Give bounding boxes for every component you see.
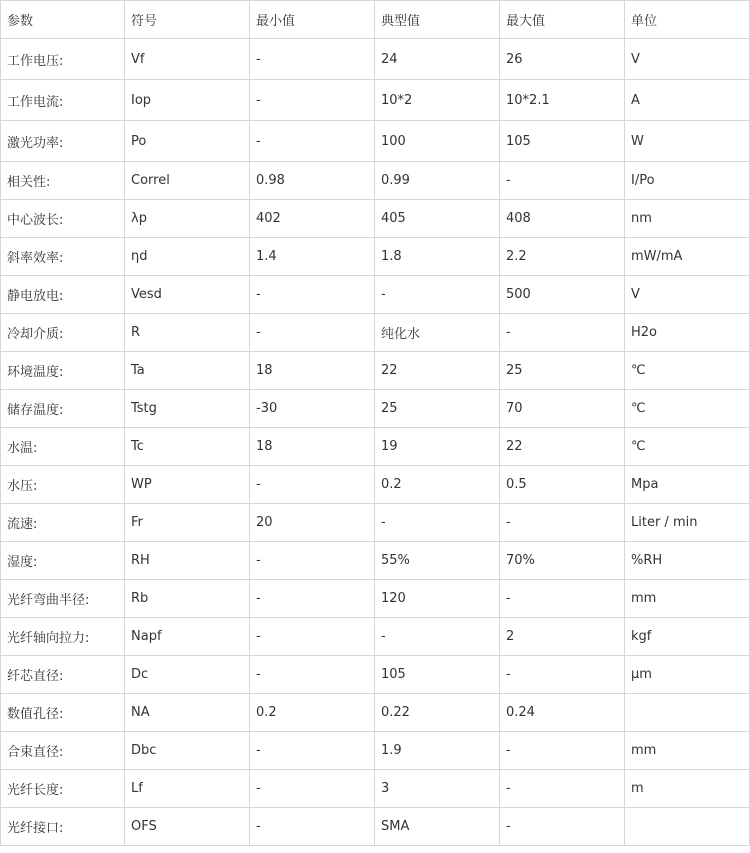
table-row bbox=[1, 200, 750, 238]
cell-min: 1.4 bbox=[250, 238, 375, 276]
table-row bbox=[1, 580, 750, 618]
table-row bbox=[1, 352, 750, 390]
cell-max: 70 bbox=[500, 390, 625, 428]
table-row bbox=[1, 656, 750, 694]
cell-symbol: NA bbox=[125, 694, 250, 732]
cell-symbol: Rb bbox=[125, 580, 250, 618]
cell-param: 湿度: bbox=[1, 542, 125, 580]
cell-max: 2.2 bbox=[500, 238, 625, 276]
cell-symbol: Lf bbox=[125, 770, 250, 808]
header-min: 最小值 bbox=[250, 1, 375, 39]
cell-param: 储存温度: bbox=[1, 390, 125, 428]
cell-typ: 55% bbox=[375, 542, 500, 580]
cell-param: 纤芯直径: bbox=[1, 656, 125, 694]
cell-symbol: Correl bbox=[125, 162, 250, 200]
cell-typ: 405 bbox=[375, 200, 500, 238]
cell-symbol: Iop bbox=[125, 80, 250, 121]
cell-symbol: Dbc bbox=[125, 732, 250, 770]
cell-symbol: Ta bbox=[125, 352, 250, 390]
cell-param: 工作电流: bbox=[1, 80, 125, 121]
cell-typ: 0.22 bbox=[375, 694, 500, 732]
cell-max: - bbox=[500, 580, 625, 618]
table-row bbox=[1, 314, 750, 352]
table-row bbox=[1, 694, 750, 732]
cell-unit: mW/mA bbox=[625, 238, 750, 276]
table-row bbox=[1, 39, 750, 80]
cell-unit: V bbox=[625, 276, 750, 314]
table-row bbox=[1, 121, 750, 162]
cell-min: - bbox=[250, 80, 375, 121]
cell-typ: 25 bbox=[375, 390, 500, 428]
header-symbol: 符号 bbox=[125, 1, 250, 39]
cell-param: 中心波长: bbox=[1, 200, 125, 238]
cell-unit: %RH bbox=[625, 542, 750, 580]
cell-unit: ℃ bbox=[625, 428, 750, 466]
cell-symbol: R bbox=[125, 314, 250, 352]
cell-typ: 1.9 bbox=[375, 732, 500, 770]
cell-min: - bbox=[250, 466, 375, 504]
cell-max: 408 bbox=[500, 200, 625, 238]
cell-param: 静电放电: bbox=[1, 276, 125, 314]
cell-typ: 1.8 bbox=[375, 238, 500, 276]
cell-typ: 22 bbox=[375, 352, 500, 390]
cell-typ: SMA bbox=[375, 808, 500, 846]
cell-min: 20 bbox=[250, 504, 375, 542]
cell-param: 光纤长度: bbox=[1, 770, 125, 808]
cell-typ: 24 bbox=[375, 39, 500, 80]
cell-param: 光纤接口: bbox=[1, 808, 125, 846]
cell-symbol: ηd bbox=[125, 238, 250, 276]
table-row bbox=[1, 732, 750, 770]
cell-max: 22 bbox=[500, 428, 625, 466]
cell-max: 105 bbox=[500, 121, 625, 162]
cell-typ: 3 bbox=[375, 770, 500, 808]
cell-typ: 10*2 bbox=[375, 80, 500, 121]
header-unit: 单位 bbox=[625, 1, 750, 39]
cell-symbol: WP bbox=[125, 466, 250, 504]
table-row bbox=[1, 542, 750, 580]
cell-min: - bbox=[250, 121, 375, 162]
cell-min: - bbox=[250, 39, 375, 80]
cell-unit: kgf bbox=[625, 618, 750, 656]
table-row bbox=[1, 162, 750, 200]
table-row bbox=[1, 770, 750, 808]
table-row bbox=[1, 466, 750, 504]
cell-max: 2 bbox=[500, 618, 625, 656]
cell-min: - bbox=[250, 580, 375, 618]
cell-max: - bbox=[500, 504, 625, 542]
cell-typ: 19 bbox=[375, 428, 500, 466]
cell-param: 环境温度: bbox=[1, 352, 125, 390]
cell-typ: 纯化水 bbox=[375, 314, 500, 352]
cell-param: 水压: bbox=[1, 466, 125, 504]
cell-min: - bbox=[250, 314, 375, 352]
cell-typ: - bbox=[375, 618, 500, 656]
cell-max: 25 bbox=[500, 352, 625, 390]
cell-max: - bbox=[500, 770, 625, 808]
table-row bbox=[1, 428, 750, 466]
cell-max: - bbox=[500, 656, 625, 694]
table-row bbox=[1, 808, 750, 846]
cell-typ: - bbox=[375, 504, 500, 542]
cell-unit: Liter / min bbox=[625, 504, 750, 542]
cell-typ: - bbox=[375, 276, 500, 314]
cell-symbol: RH bbox=[125, 542, 250, 580]
cell-max: 70% bbox=[500, 542, 625, 580]
cell-max: - bbox=[500, 162, 625, 200]
cell-min: 402 bbox=[250, 200, 375, 238]
cell-unit: V bbox=[625, 39, 750, 80]
spec-table-body bbox=[1, 1, 750, 846]
cell-unit: Mpa bbox=[625, 466, 750, 504]
cell-unit: ℃ bbox=[625, 390, 750, 428]
cell-typ: 100 bbox=[375, 121, 500, 162]
table-row bbox=[1, 80, 750, 121]
cell-typ: 120 bbox=[375, 580, 500, 618]
cell-typ: 0.99 bbox=[375, 162, 500, 200]
cell-unit: mm bbox=[625, 580, 750, 618]
cell-unit: A bbox=[625, 80, 750, 121]
cell-unit: W bbox=[625, 121, 750, 162]
cell-symbol: Fr bbox=[125, 504, 250, 542]
header-typ: 典型值 bbox=[375, 1, 500, 39]
cell-param: 水温: bbox=[1, 428, 125, 466]
cell-unit: m bbox=[625, 770, 750, 808]
cell-min: - bbox=[250, 732, 375, 770]
cell-param: 斜率效率: bbox=[1, 238, 125, 276]
table-row bbox=[1, 618, 750, 656]
cell-symbol: Po bbox=[125, 121, 250, 162]
cell-unit: H2o bbox=[625, 314, 750, 352]
cell-symbol: Vf bbox=[125, 39, 250, 80]
cell-max: 10*2.1 bbox=[500, 80, 625, 121]
cell-symbol: OFS bbox=[125, 808, 250, 846]
cell-unit: μm bbox=[625, 656, 750, 694]
cell-min: - bbox=[250, 808, 375, 846]
table-row bbox=[1, 390, 750, 428]
cell-typ: 0.2 bbox=[375, 466, 500, 504]
cell-min: - bbox=[250, 618, 375, 656]
cell-symbol: Vesd bbox=[125, 276, 250, 314]
cell-min: 18 bbox=[250, 428, 375, 466]
cell-max: - bbox=[500, 732, 625, 770]
cell-min: -30 bbox=[250, 390, 375, 428]
cell-param: 冷却介质: bbox=[1, 314, 125, 352]
cell-typ: 105 bbox=[375, 656, 500, 694]
header-max: 最大值 bbox=[500, 1, 625, 39]
table-row bbox=[1, 238, 750, 276]
cell-min: 0.2 bbox=[250, 694, 375, 732]
cell-min: 18 bbox=[250, 352, 375, 390]
cell-param: 激光功率: bbox=[1, 121, 125, 162]
cell-symbol: Napf bbox=[125, 618, 250, 656]
header-row bbox=[1, 1, 750, 39]
cell-unit: I/Po bbox=[625, 162, 750, 200]
header-param: 参数 bbox=[1, 1, 125, 39]
cell-unit bbox=[625, 694, 750, 732]
cell-min: - bbox=[250, 276, 375, 314]
cell-unit: ℃ bbox=[625, 352, 750, 390]
cell-symbol: Dc bbox=[125, 656, 250, 694]
cell-min: 0.98 bbox=[250, 162, 375, 200]
cell-max: 0.5 bbox=[500, 466, 625, 504]
cell-max: - bbox=[500, 808, 625, 846]
cell-symbol: Tstg bbox=[125, 390, 250, 428]
cell-unit: mm bbox=[625, 732, 750, 770]
cell-min: - bbox=[250, 770, 375, 808]
cell-param: 相关性: bbox=[1, 162, 125, 200]
table-row bbox=[1, 504, 750, 542]
table-row bbox=[1, 276, 750, 314]
cell-max: - bbox=[500, 314, 625, 352]
cell-param: 流速: bbox=[1, 504, 125, 542]
cell-max: 500 bbox=[500, 276, 625, 314]
cell-min: - bbox=[250, 542, 375, 580]
cell-max: 26 bbox=[500, 39, 625, 80]
cell-param: 光纤轴向拉力: bbox=[1, 618, 125, 656]
cell-min: - bbox=[250, 656, 375, 694]
cell-param: 光纤弯曲半径: bbox=[1, 580, 125, 618]
cell-param: 工作电压: bbox=[1, 39, 125, 80]
cell-max: 0.24 bbox=[500, 694, 625, 732]
cell-symbol: λp bbox=[125, 200, 250, 238]
cell-unit bbox=[625, 808, 750, 846]
cell-symbol: Tc bbox=[125, 428, 250, 466]
cell-param: 合束直径: bbox=[1, 732, 125, 770]
cell-param: 数值孔径: bbox=[1, 694, 125, 732]
cell-unit: nm bbox=[625, 200, 750, 238]
